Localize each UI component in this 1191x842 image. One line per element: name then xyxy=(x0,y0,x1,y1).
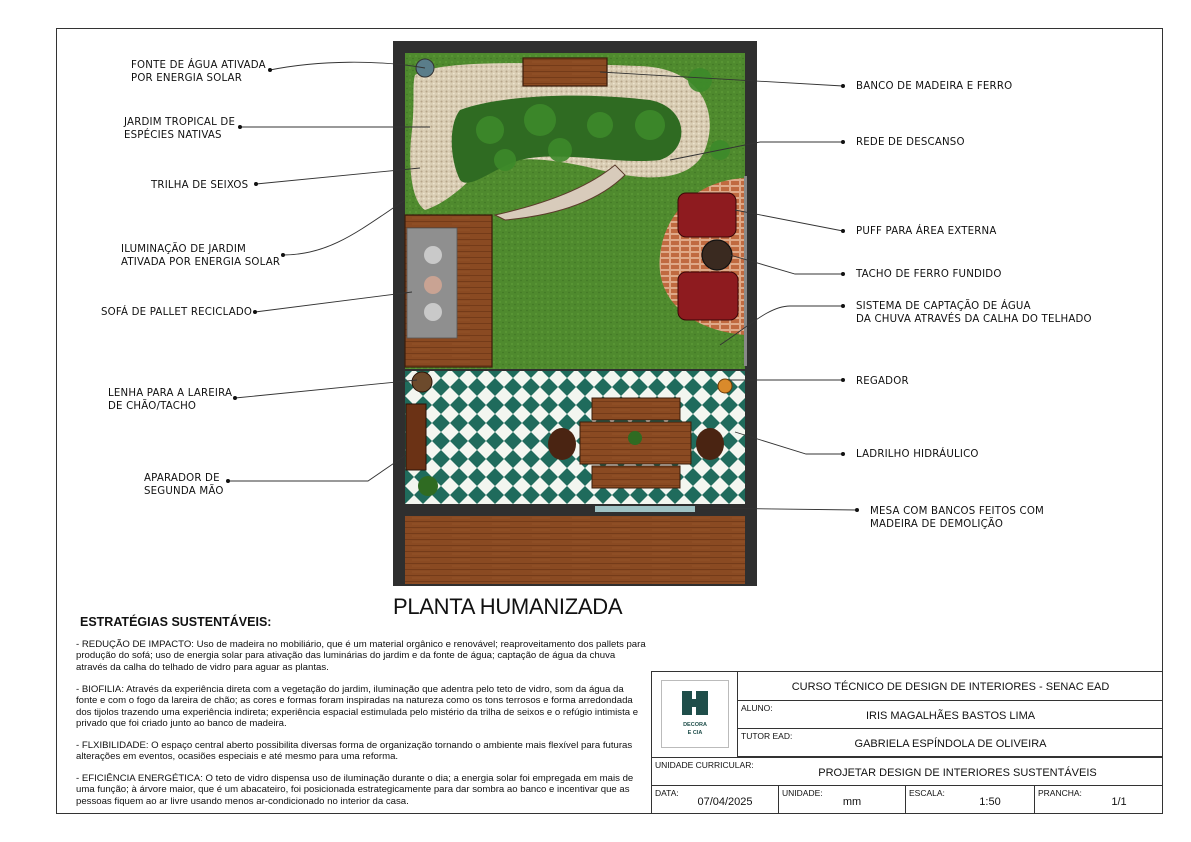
tutor-row xyxy=(738,729,1163,757)
strategy-flexibility: - FLXIBILIDADE: O espaço central aberto possibilita diversas forma de organização tornando o ambiente mais flexível para futuras alterações em eventos, ocasiões especiais e até mesmo para uma reforma. xyxy=(76,740,633,763)
units-cell xyxy=(779,786,906,814)
strategy-biophilia: - BIOFILIA: Através da experiência direta com a vegetação do jardim, iluminação que adentra pelo teto de vidro, som da água da fonte e com o fogo da lareira de chão; as cores e formas foram inspiradas na natureza como os tons terrosos e forma arredondada dos tijolos trazendo uma experiência indireta; experiência espacial estimulada pelo mistério da trilha de seixos e o refúgio intimista e privado que foi criado junto ao banco de madeira. xyxy=(76,684,639,729)
date-value: 07/04/2025 xyxy=(697,796,753,808)
sheet-value: 1/1 xyxy=(1111,796,1127,808)
logo-text-line-2: E CIA xyxy=(687,730,703,736)
label-hydraulic-tile: LADRILHO HIDRÁULICO xyxy=(856,449,979,460)
label-firewood: LENHA PARA A LAREIRA DE CHÃO/TACHO xyxy=(108,388,233,412)
label-bench: BANCO DE MADEIRA E FERRO xyxy=(856,81,1013,92)
scale-cell xyxy=(906,786,1035,814)
label-garden-lighting: ILUMINAÇÃO DE JARDIM ATIVADA POR ENERGIA SOLAR xyxy=(121,244,281,268)
sheet-cell xyxy=(1035,786,1163,814)
scale-caption: ESCALA: xyxy=(909,788,945,798)
label-pouf: PUFF PARA ÁREA EXTERNA xyxy=(856,226,997,237)
label-fire-bowl: TACHO DE FERRO FUNDIDO xyxy=(856,269,1002,280)
scale-value: 1:50 xyxy=(979,796,1001,808)
strategies-heading: ESTRATÉGIAS SUSTENTÁVEIS: xyxy=(80,615,272,629)
unit-caption: UNIDADE CURRICULAR: xyxy=(655,760,754,770)
units-caption: UNIDADE: xyxy=(782,788,823,798)
label-rainwater-system: SISTEMA DE CAPTAÇÃO DE ÁGUA DA CHUVA ATRAVÉS DA CALHA DO TELHADO xyxy=(856,301,1092,325)
label-hammock: REDE DE DESCANSO xyxy=(856,137,965,148)
plan-title: PLANTA HUMANIZADA xyxy=(393,594,623,619)
tutor-name: GABRIELA ESPÍNDOLA DE OLIVEIRA xyxy=(854,738,1047,750)
course-name: CURSO TÉCNICO DE DESIGN DE INTERIORES - SENAC EAD xyxy=(791,681,1110,693)
unit-row xyxy=(652,757,1163,786)
student-caption: ALUNO: xyxy=(741,703,773,713)
units-value: mm xyxy=(842,796,862,808)
unit-name: PROJETAR DESIGN DE INTERIORES SUSTENTÁVEIS xyxy=(818,767,1097,779)
logo-mark-icon xyxy=(682,691,708,715)
date-cell xyxy=(652,786,779,814)
strategy-impact-reduction: - REDUÇÃO DE IMPACTO: Uso de madeira no mobiliário, que é um material orgânico e renovável; reaproveitamento dos pallets para produção do sofá; uso de energia solar para ativação das luminárias do jardim e da fonte de água; captação de água da chuva através da calha do telhado de vidro para aguar as plantas. xyxy=(76,639,646,673)
date-caption: DATA: xyxy=(655,788,679,798)
strategy-energy-efficiency: - EFICIÊNCIA ENERGÉTICA: O teto de vidro dispensa uso de iluminação durante o dia; a energia solar foi empregada em mais de uma função; à árvore maior, que é um abacateiro, foi posicionada estrategicamente para dar sombra ao banco e incentivar que as pessoas fiquem ao ar livre usando menos ar-condicionado no interior da casa. xyxy=(76,773,634,807)
label-sideboard: APARADOR DE SEGUNDA MÃO xyxy=(144,473,224,497)
logo-text-line-1: DECORA xyxy=(683,722,707,728)
student-name: IRIS MAGALHÃES BASTOS LIMA xyxy=(865,710,1036,722)
tutor-caption: TUTOR EAD: xyxy=(741,731,793,741)
decora-e-cia-logo xyxy=(661,680,729,748)
student-row xyxy=(738,701,1163,729)
label-tropical-garden: JARDIM TROPICAL DE ESPÉCIES NATIVAS xyxy=(124,117,236,141)
label-table-benches: MESA COM BANCOS FEITOS COM MADEIRA DE DEMOLIÇÃO xyxy=(870,506,1045,530)
label-solar-fountain: FONTE DE ÁGUA ATIVADA POR ENERGIA SOLAR xyxy=(131,60,266,84)
label-pallet-sofa: SOFÁ DE PALLET RECICLADO xyxy=(101,307,253,318)
label-watering-can: REGADOR xyxy=(856,376,909,387)
title-block xyxy=(651,671,1163,814)
label-gravel-path: TRILHA DE SEIXOS xyxy=(151,180,249,191)
sheet-caption: PRANCHA: xyxy=(1038,788,1082,798)
course-row xyxy=(738,672,1163,701)
